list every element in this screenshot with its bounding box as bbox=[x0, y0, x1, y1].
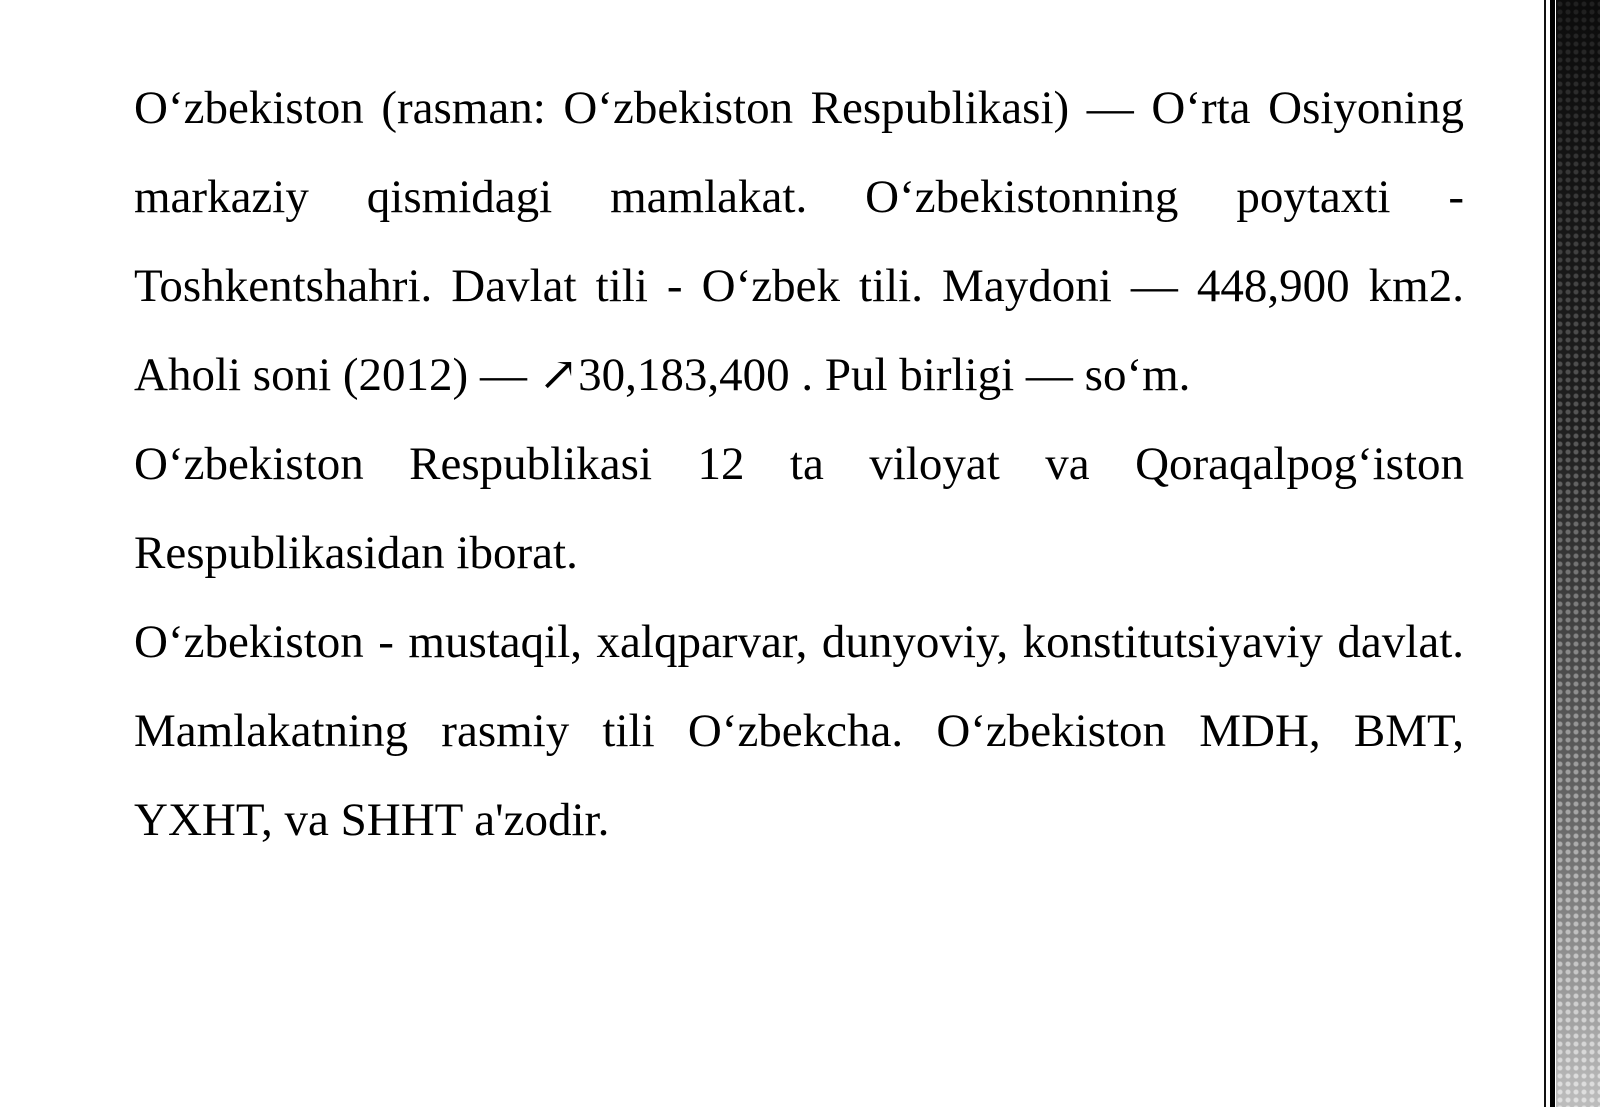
border-thick-line bbox=[1550, 0, 1555, 1107]
document-body bbox=[134, 64, 1464, 865]
border-thin-line bbox=[1544, 0, 1546, 1107]
paragraph-state-status: O‘zbekiston - mustaqil, xalqparvar, dunyoviy, konstitutsiyaviy davlat. Mamlakatning rasmiy tili O‘zbekcha. O‘zbekiston MDH, BMT, YXHT, va SHHT a'zodir. bbox=[134, 616, 1464, 846]
paragraph-administrative-division: O‘zbekiston Respublikasi 12 ta viloyat va Qoraqalpog‘iston Respublikasidan iborat. bbox=[134, 438, 1464, 579]
paragraph-country-overview: O‘zbekiston (rasman: O‘zbekiston Respublikasi) — O‘rta Osiyoning markaziy qismidagi mamlakat. O‘zbekistonning poytaxti - Toshkentshahri. Davlat tili - O‘zbek tili. Maydoni — 448,900 km2. Aholi soni (2012) — ↗30,183,400 . Pul birligi — so‘m. bbox=[134, 82, 1464, 401]
border-dot-pattern bbox=[1556, 0, 1600, 1107]
decorative-right-border bbox=[1544, 0, 1600, 1107]
